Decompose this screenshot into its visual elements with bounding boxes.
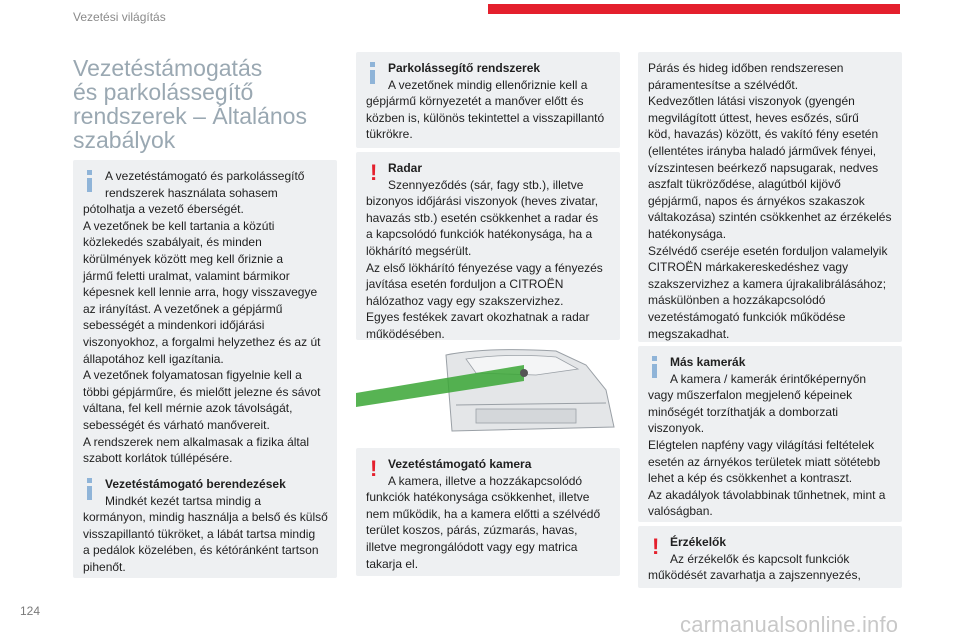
- note-line: Mindkét kezét tartsa mindig a: [105, 493, 262, 508]
- note-line: havazás stb.) esetén csökkenhet a radar és: [366, 210, 599, 225]
- note-line: gépjármű, napos és árnyékos szakaszok: [648, 193, 865, 208]
- note-title: Vezetéstámogató berendezések: [105, 477, 286, 491]
- page-number: 124: [20, 604, 41, 618]
- info-icon: [87, 478, 92, 500]
- note-line: takarja el.: [366, 556, 419, 571]
- note-title: Parkolássegítő rendszerek: [388, 61, 541, 75]
- note-line: kormányon, mindig használja a belső és külső: [83, 510, 328, 525]
- info-icon: [652, 356, 657, 378]
- note-line: lehet a kép és csökkenhet a kontraszt.: [648, 471, 853, 486]
- note-line: bizonyos időjárási viszonyok (heves zivatar,: [366, 194, 599, 209]
- note-line: aszfalt tükröződése, alagútból kijövő: [648, 177, 841, 192]
- note-line: funkciók hatékonysága csökkenhet, illetve: [366, 490, 590, 505]
- note-line: javítása esetén forduljon a CITROËN: [366, 277, 564, 292]
- note-line: Az első lökhárító fényezése vagy a fényezés: [366, 260, 603, 275]
- note-line: Párás és hideg időben rendszeresen: [648, 61, 844, 75]
- note-line: A vezetéstámogató és parkolássegítő: [105, 169, 305, 183]
- note-title: Más kamerák: [670, 355, 746, 369]
- note-line: Szennyeződés (sár, fagy stb.), illetve: [388, 177, 584, 192]
- note-line: vagy műszerfalon megjelenő képeinek: [648, 388, 853, 403]
- note-line: esetén az árnyékos területek miatt sötétebb: [648, 454, 881, 469]
- general-info-box: [73, 160, 337, 471]
- car-camera-illustration: [356, 345, 620, 435]
- note-line: máskülönben a hozzákapcsolódó: [648, 293, 826, 308]
- note-line: A rendszerek nem alkalmasak a fizika által: [83, 434, 310, 449]
- note-line: megszakadhat.: [648, 326, 730, 341]
- note-line: rendszerek használata sohasem: [105, 185, 278, 200]
- note-line: Szélvédő cseréje esetén forduljon valamelyik: [648, 243, 888, 258]
- note-line: viszonyokhoz, a forgalmi helyzethez és az út: [83, 334, 321, 349]
- warning-icon: !: [370, 160, 378, 185]
- parking-info-box: [356, 52, 620, 148]
- note-line: szabott korlátok túllépésére.: [83, 451, 233, 466]
- note-line: A kamera / kamerák érintőképernyőn: [670, 371, 867, 386]
- note-line: többi gépjárműre, és mielőtt jelezne és sávot: [83, 384, 321, 399]
- watermark: carmanualsonline.info: [680, 612, 899, 637]
- note-title: Radar: [388, 161, 423, 175]
- note-line: minőségét torzíthatják a domborzati: [648, 404, 839, 419]
- page-heading: [73, 56, 343, 152]
- note-line: A vezetőnek folyamatosan figyelnie kell a: [83, 368, 302, 383]
- note-line: Egyes festékek zavart okozhatnak a radar: [366, 310, 590, 325]
- note-line: hálózathoz vagy egy szakszervizhez.: [366, 293, 564, 308]
- heading-line: szabályok: [73, 127, 176, 153]
- heading-line: rendszerek – Általános: [73, 103, 307, 129]
- note-line: állapotához kell igazítania.: [83, 351, 224, 366]
- note-line: pótolhatja a vezető éberségét.: [83, 202, 244, 217]
- warning-icon: !: [652, 534, 660, 559]
- section-header: Vezetési világítás: [73, 10, 166, 24]
- windscreen-box: [638, 52, 902, 342]
- note-line: A kamera, illetve a hozzákapcsolódó: [388, 473, 583, 488]
- note-line: visszapillantó tükröket, a lábát tartsa mindig: [83, 526, 316, 541]
- info-icon: [87, 170, 92, 192]
- note-line: pihenőt.: [83, 559, 126, 574]
- note-line: közlekedés szabályait, és minden: [83, 235, 262, 250]
- note-line: viszonyok.: [648, 421, 705, 436]
- info-icon: [370, 62, 375, 84]
- equipment-info-box: [73, 468, 337, 578]
- note-line: közben is, különös tekintettel a visszapillantó: [366, 110, 605, 125]
- note-title: Érzékelők: [670, 535, 727, 549]
- note-line: A vezetőnek be kell tartania a közúti: [83, 218, 275, 233]
- note-line: váltakozása) szintén csökkenhet az érzékelés: [648, 210, 892, 225]
- note-line: a kapcsolódó funkciók hatékonysága, ha a: [366, 227, 593, 242]
- note-line: terület koszos, párás, zúzmarás, havas,: [366, 523, 578, 538]
- note-line: (ellentétes irányba haladó járművek fényei,: [648, 143, 877, 158]
- heading-line: Vezetéstámogatás: [73, 55, 263, 81]
- note-line: A vezetőnek mindig ellenőriznie kell a: [388, 77, 588, 92]
- warning-icon: !: [370, 456, 378, 481]
- note-line: képesnek kell lennie arra, hogy visszavegye: [83, 285, 318, 300]
- note-line: páramentesítse a szélvédőt.: [648, 77, 799, 92]
- note-line: Elégtelen napfény vagy világítási feltételek: [648, 437, 875, 452]
- note-line: vezetéstámogató funkciók működése: [648, 309, 846, 324]
- note-line: Az akadályok távolabbinak tűnhetnek, mint a: [648, 487, 886, 502]
- note-line: a pedálok közelében, és kétóránként tartson: [83, 543, 319, 558]
- note-line: működésében.: [366, 326, 445, 341]
- note-line: nem működik, ha a kamera előtti a szélvédő: [366, 506, 601, 521]
- note-line: gépjármű környezetét a manőver előtt és: [366, 94, 584, 109]
- note-line: Kedvezőtlen látási viszonyok (gyengén: [648, 94, 855, 109]
- heading-line: és parkolássegítő: [73, 79, 254, 105]
- camera-warning-box: [356, 448, 620, 576]
- note-line: Az érzékelők és kapcsolt funkciók: [670, 551, 850, 566]
- header-accent-bar: [488, 4, 900, 14]
- sensors-warning-box: [638, 526, 902, 588]
- note-line: szakszervizhez a kamera újrakalibrálásához;: [648, 276, 887, 291]
- note-line: az irányítást. A vezetőnek a gépjármű: [83, 301, 283, 316]
- radar-warning-box: [356, 152, 620, 340]
- note-line: megvilágított úttest, heves esőzés, sűrű: [648, 110, 859, 125]
- note-line: hatékonysága.: [648, 226, 727, 241]
- note-line: váltana, fel kell mérnie azok távolságát,: [83, 401, 293, 416]
- note-line: sebességét a mindenkori időjárási: [83, 318, 265, 333]
- note-line: jármű feletti uralmat, valamint bármikor: [83, 268, 290, 283]
- note-line: tükrökre.: [366, 127, 413, 142]
- note-line: körülmények között meg kell őriznie a: [83, 251, 284, 266]
- note-line: CITROËN márkakereskedéshez vagy: [648, 260, 849, 275]
- other-cameras-info-box: [638, 346, 902, 522]
- note-line: valóságban.: [648, 504, 713, 519]
- note-line: működését zavarhatja a zajszennyezés,: [648, 568, 861, 583]
- note-line: vízszintesen beérkező napsugarak, nedves: [648, 160, 879, 175]
- note-line: köd, havazás) között, és vakító fény esetén: [648, 127, 879, 142]
- note-line: sebességét és várható manővereit.: [83, 417, 270, 432]
- note-line: lökhárító megsérült.: [366, 243, 472, 258]
- note-title: Vezetéstámogató kamera: [388, 457, 532, 471]
- note-line: illetve megrongálódott vagy egy matrica: [366, 539, 578, 554]
